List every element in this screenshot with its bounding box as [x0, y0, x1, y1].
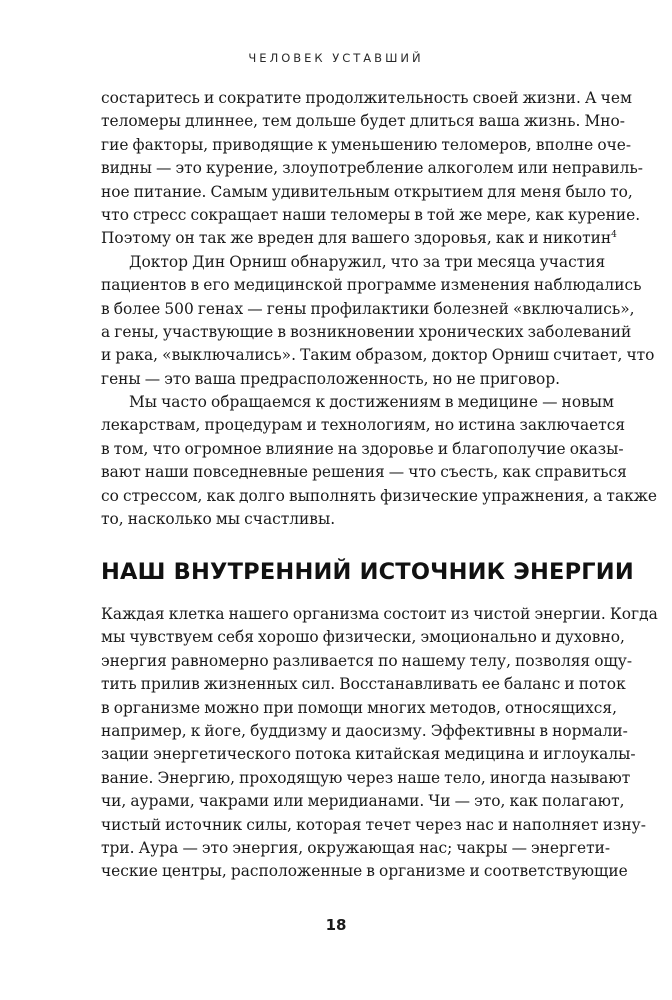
- text-line: вание. Энергию, проходящую через наше тело, иногда называют: [101, 768, 631, 787]
- text-line: состаритесь и сократите продолжительность своей жизни. А чем: [101, 89, 632, 107]
- text-line: и рака, «выключались». Таким образом, доктор Орниш считает, что: [101, 346, 655, 365]
- text-line: то, насколько мы счастливы.: [101, 510, 336, 529]
- text-line: в том, что огромное влияние на здоровье и благополучие оказы-: [101, 439, 624, 458]
- text-line: чи, аурами, чакрами или меридианами. Чи — это, как полагают,: [101, 792, 625, 811]
- page-number: 18: [325, 916, 347, 934]
- text-line: мы чувствуем себя хорошо физически, эмоционально и духовно,: [101, 628, 625, 647]
- text-line: тить прилив жизненных сил. Восстанавливать ее баланс и поток: [101, 675, 626, 694]
- text-line: ное питание. Самым удивительным открытием для меня было то,: [101, 182, 633, 201]
- text-line: в организме можно при помощи многих методов, относящихся,: [101, 698, 618, 717]
- text-line: со стрессом, как долго выполнять физические упражнения, а также: [101, 486, 658, 505]
- text-line: Поэтому он так же вреден для вашего здоровья, как и никотин: [101, 229, 612, 248]
- text-line: зации энергетического потока китайская медицина и иглоукалы-: [101, 745, 636, 764]
- section-heading: НАШ ВНУТРЕННИЙ ИСТОЧНИК ЭНЕРГИИ: [101, 559, 634, 585]
- text-line: Каждая клетка нашего организма состоит из чистой энергии. Когда: [101, 605, 658, 623]
- body-text-section-1: [101, 87, 658, 531]
- text-line: энергия равномерно разливается по нашему телу, позволяя ощу-: [101, 651, 633, 670]
- text-line: гены — это ваша предрасположенность, но не приговор.: [101, 369, 561, 388]
- text-line: пациентов в его медицинской программе изменения наблюдались: [101, 276, 642, 295]
- text-line: гие факторы, приводящие к уменьшению теломеров, вполне оче-: [101, 135, 632, 154]
- text-line: чистый источник силы, которая течет через нас и наполняет изну-: [101, 815, 646, 834]
- body-text-section-2: [101, 603, 658, 884]
- text-line: теломеры длиннее, тем дольше будет длиться ваша жизнь. Мно-: [101, 112, 625, 131]
- paragraph-start: Мы часто обращаемся к достижениям в медицине — новым: [129, 393, 614, 412]
- text-line: видны — это курение, злоупотребление алкоголем или неправиль-: [101, 159, 644, 178]
- text-line: что стресс сокращает наши теломеры в той же мере, как курение.: [101, 205, 641, 224]
- text-line-with-footnote: [101, 227, 617, 250]
- text-line: ческие центры, расположенные в организме и соответствующие: [101, 862, 628, 881]
- text-line: например, к йоге, буддизму и даосизму. Эффективны в нормали-: [101, 721, 628, 740]
- paragraph-start: Доктор Дин Орниш обнаружил, что за три месяца участия: [129, 252, 606, 271]
- text-line: в более 500 генах — гены профилактики болезней «включались»,: [101, 299, 635, 318]
- text-line: лекарствам, процедурам и технологиям, но истина заключается: [101, 416, 626, 435]
- text-line: вают наши повседневные решения — что съесть, как справиться: [101, 463, 627, 482]
- footnote-ref[interactable]: 4: [611, 230, 617, 241]
- running-head: ЧЕЛОВЕК УСТАВШИЙ: [248, 51, 424, 65]
- text-line: три. Аура — это энергия, окружающая нас; чакры — энергети-: [101, 838, 611, 857]
- text-line: а гены, участвующие в возникновении хронических заболеваний: [101, 322, 632, 341]
